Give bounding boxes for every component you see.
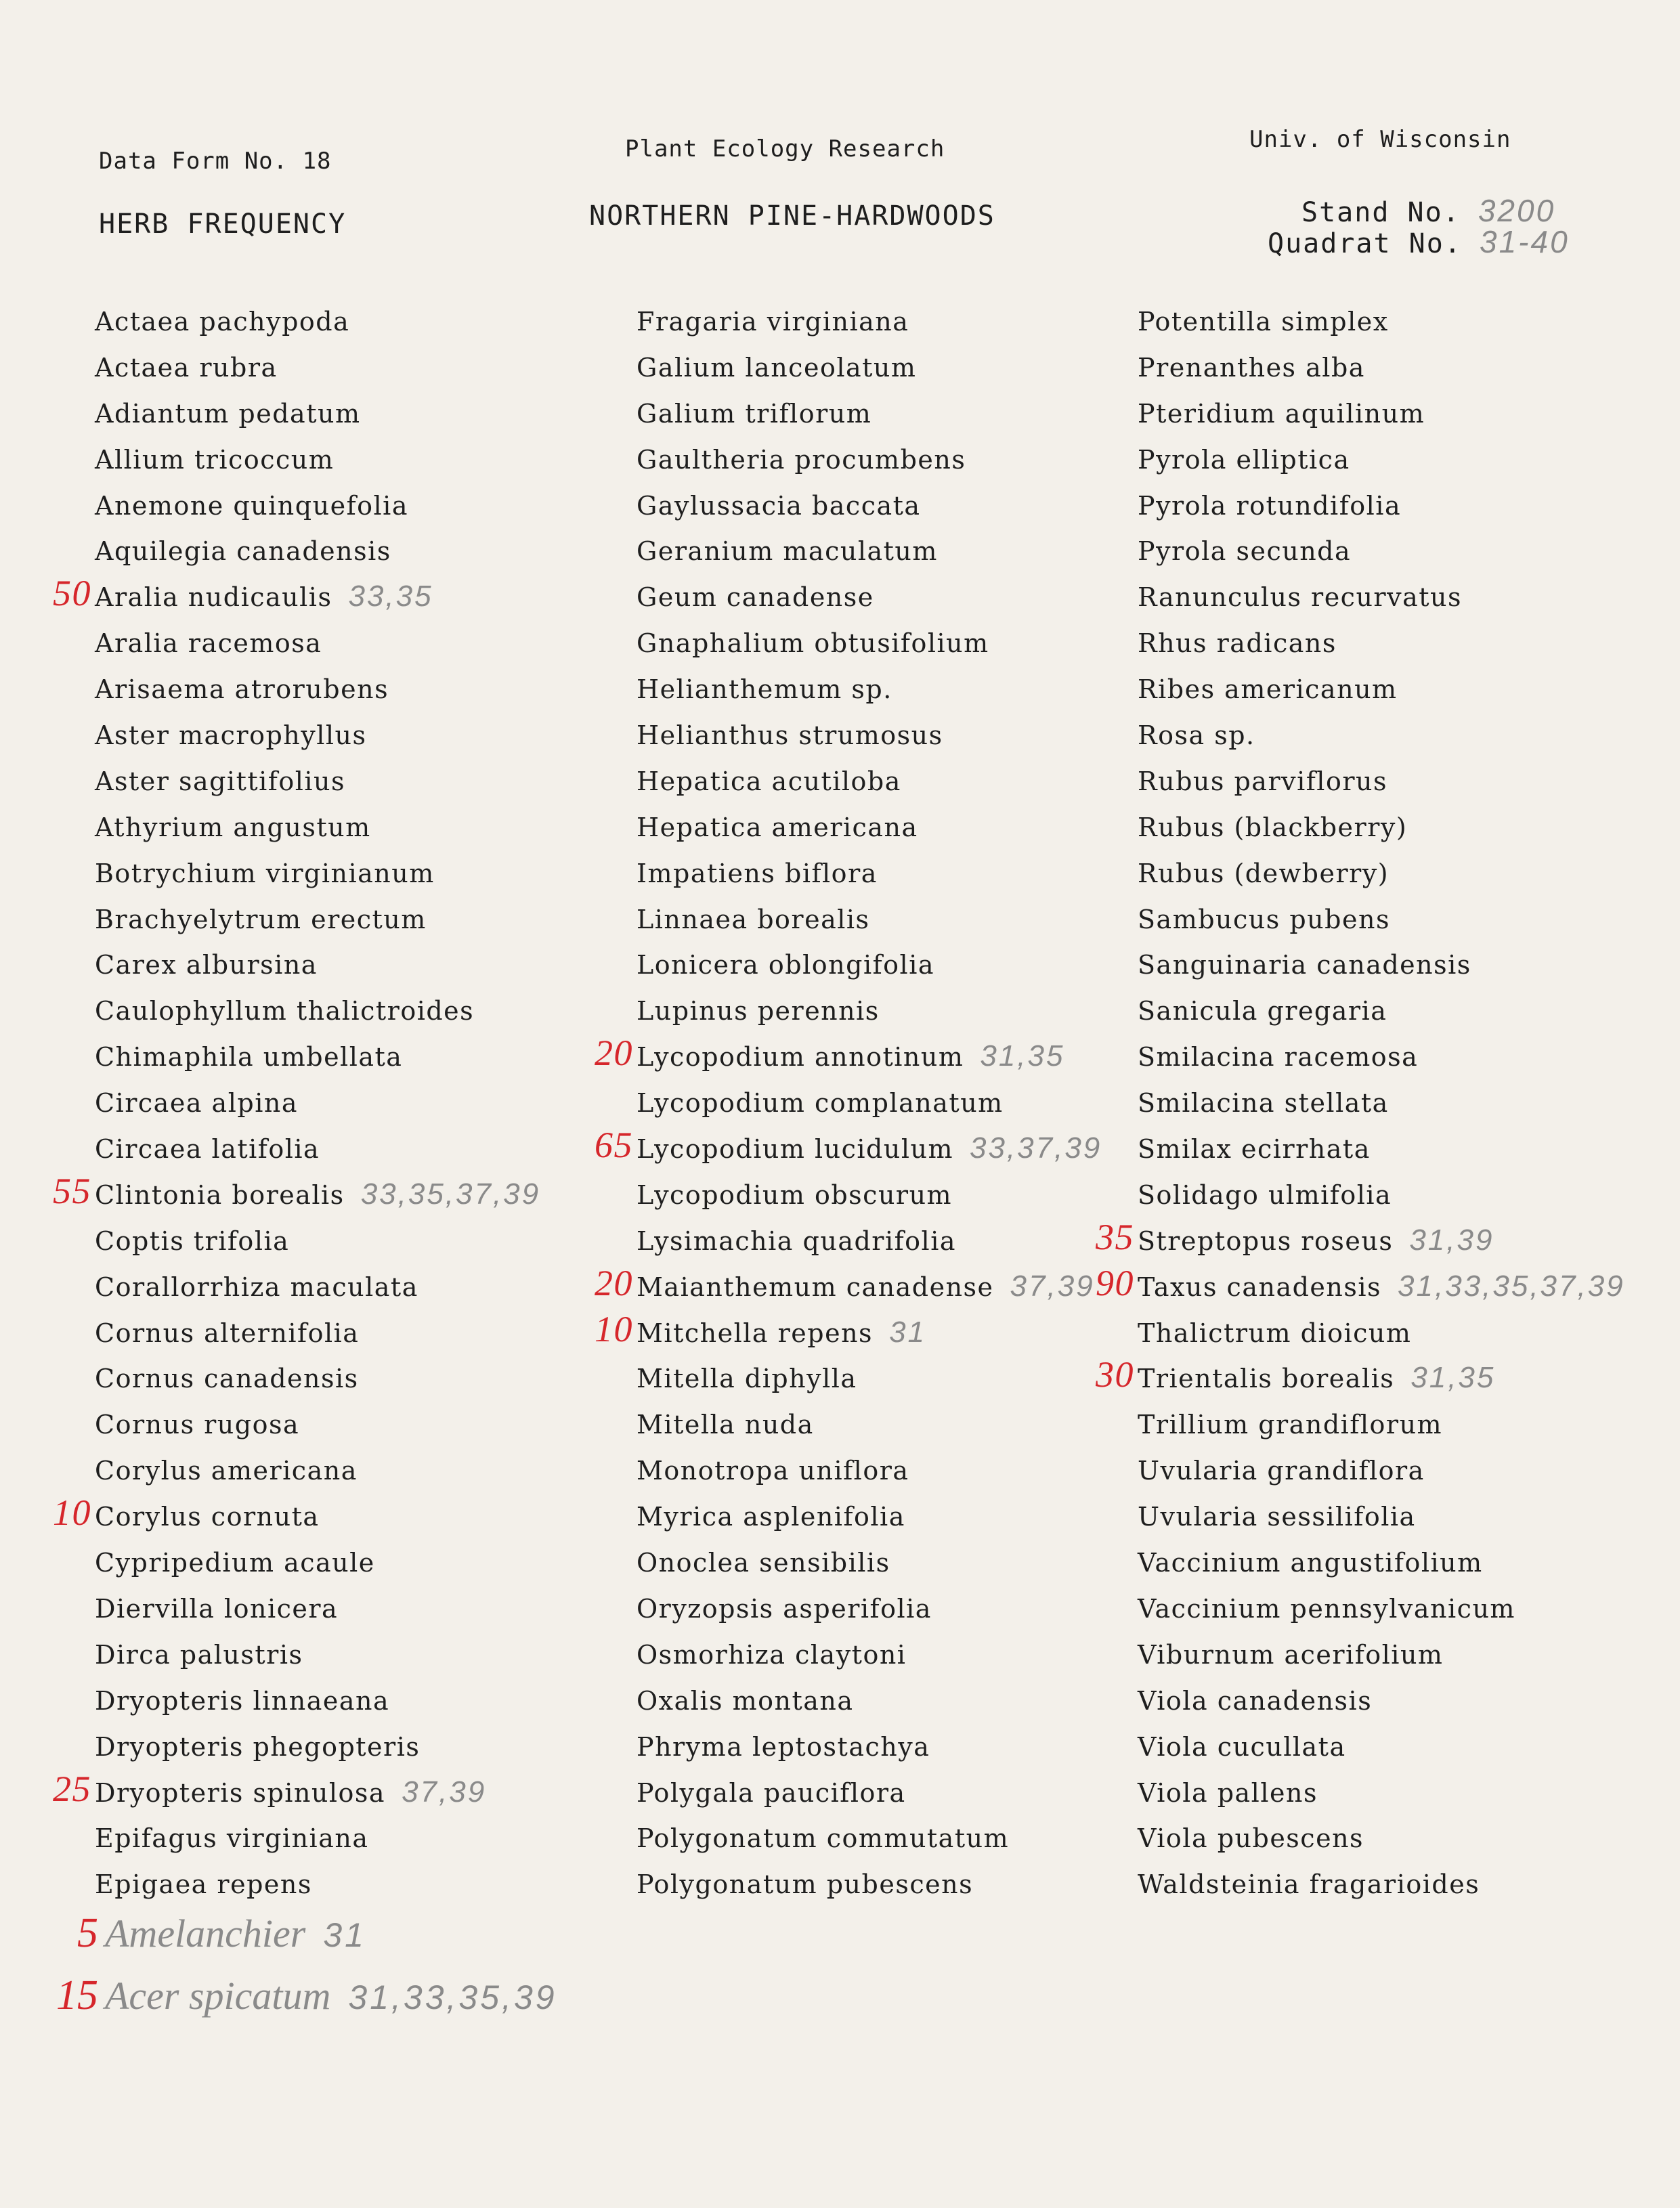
species-row	[637, 1677, 1151, 1723]
species-name: Geum canadense	[637, 582, 874, 613]
species-row	[637, 436, 1151, 482]
species-name: Anemone quinquefolia	[95, 490, 408, 521]
frequency-mark: 20	[595, 1033, 633, 1074]
species-name: Viola pubescens	[1138, 1823, 1364, 1854]
species-name: Galium triflorum	[637, 398, 872, 429]
species-name: Mitella diphylla	[637, 1364, 857, 1394]
species-row	[95, 482, 609, 528]
species-row	[95, 436, 609, 482]
species-name: Streptopus roseus	[1138, 1226, 1394, 1256]
species-name: Taxus canadensis	[1138, 1272, 1382, 1302]
species-row	[53, 1170, 609, 1217]
species-row	[1138, 1309, 1652, 1356]
species-name: Lycopodium obscurum	[637, 1179, 953, 1210]
species-name: Linnaea borealis	[637, 904, 870, 934]
species-row	[637, 573, 1151, 620]
species-row	[1138, 482, 1652, 528]
species-row	[95, 1033, 609, 1079]
species-row	[637, 712, 1151, 758]
species-name: Onoclea sensibilis	[637, 1548, 890, 1578]
species-row	[95, 298, 609, 344]
species-name: Actaea rubra	[95, 352, 278, 383]
species-row	[95, 804, 609, 850]
species-row	[95, 666, 609, 712]
species-row	[1138, 1861, 1652, 1907]
species-name: Aster macrophyllus	[95, 720, 367, 751]
species-row	[95, 390, 609, 436]
quadrat-number	[1268, 223, 1570, 260]
species-row	[1138, 1815, 1652, 1861]
species-row	[53, 573, 609, 620]
species-name: Sanguinaria canadensis	[1138, 950, 1471, 980]
species-name: Lupinus perennis	[637, 996, 880, 1026]
species-row	[637, 527, 1151, 573]
handwritten-frequency: 15	[56, 1972, 98, 2018]
institution: Univ. of Wisconsin	[1249, 126, 1511, 153]
species-row	[1138, 1171, 1652, 1217]
species-row	[637, 1815, 1151, 1861]
species-name: Corallorrhiza maculata	[95, 1272, 418, 1302]
species-row	[637, 1447, 1151, 1493]
species-row	[595, 1033, 1151, 1079]
quadrat-list: 31	[889, 1315, 927, 1349]
species-row	[595, 1125, 1151, 1171]
species-row	[637, 1769, 1151, 1815]
handwritten-entry	[27, 1972, 557, 2020]
species-name: Myrica asplenifolia	[637, 1502, 905, 1532]
frequency-mark: 25	[53, 1768, 91, 1809]
quadrat-label: Quadrat No.	[1268, 228, 1462, 259]
species-row	[95, 1263, 609, 1309]
species-row	[53, 1768, 609, 1815]
species-name: Hepatica americana	[637, 812, 918, 842]
species-name: Lycopodium lucidulum	[637, 1134, 953, 1165]
frequency-mark: 20	[595, 1262, 633, 1303]
species-name: Pyrola elliptica	[1138, 444, 1350, 475]
species-name: Osmorhiza claytoni	[637, 1639, 907, 1670]
species-name: Lonicera oblongifolia	[637, 950, 934, 980]
quadrat-list: 33,37,39	[969, 1131, 1102, 1165]
species-name: Geranium maculatum	[637, 536, 938, 567]
species-row	[95, 850, 609, 896]
species-name: Arisaema atrorubens	[95, 674, 389, 705]
species-row	[1138, 1723, 1652, 1769]
species-name: Adiantum pedatum	[95, 398, 361, 429]
species-name: Gaultheria procumbens	[637, 444, 966, 475]
species-row	[1138, 896, 1652, 942]
species-row	[637, 1585, 1151, 1631]
stand-label: Stand No.	[1301, 197, 1461, 228]
species-row	[95, 527, 609, 573]
frequency-mark: 55	[53, 1170, 91, 1211]
species-name: Smilax ecirrhata	[1138, 1134, 1371, 1165]
species-row	[637, 1861, 1151, 1907]
species-name: Phryma leptostachya	[637, 1731, 930, 1762]
species-name: Uvularia sessilifolia	[1138, 1502, 1416, 1532]
species-row	[1138, 1033, 1652, 1079]
species-row	[1138, 1677, 1652, 1723]
species-row	[1138, 1401, 1652, 1447]
species-row	[1138, 758, 1652, 804]
quadrat-list: 37,39	[1010, 1269, 1095, 1303]
species-row	[95, 1355, 609, 1401]
quadrat-list: 33,35	[348, 580, 433, 613]
species-name: Fragaria virginiana	[637, 307, 909, 337]
species-name: Viola pallens	[1138, 1777, 1318, 1808]
species-name: Dryopteris linnaeana	[95, 1685, 390, 1716]
species-row	[637, 298, 1151, 344]
quadrat-list: 37,39	[402, 1775, 487, 1809]
species-row	[1138, 1447, 1652, 1493]
form-title: Plant Ecology Research	[625, 135, 945, 163]
species-name: Impatiens biflora	[637, 858, 878, 888]
species-name: Aralia nudicaulis	[95, 582, 332, 613]
species-row	[95, 1079, 609, 1125]
species-row	[1138, 390, 1652, 436]
species-name: Monotropa uniflora	[637, 1456, 909, 1486]
species-name: Sambucus pubens	[1138, 904, 1390, 934]
species-row	[95, 1447, 609, 1493]
species-name: Lycopodium complanatum	[637, 1088, 1004, 1119]
species-name: Polygonatum pubescens	[637, 1869, 974, 1900]
species-name: Rubus (dewberry)	[1138, 858, 1390, 888]
community-type: NORTHERN PINE-HARDWOODS	[589, 200, 995, 232]
species-name: Pyrola secunda	[1138, 536, 1352, 567]
species-name: Dryopteris phegopteris	[95, 1731, 421, 1762]
species-row	[1138, 1079, 1652, 1125]
species-name: Athyrium angustum	[95, 812, 371, 842]
species-name: Coptis trifolia	[95, 1226, 290, 1256]
species-row	[1138, 527, 1652, 573]
species-row	[95, 344, 609, 390]
species-name: Epigaea repens	[95, 1869, 312, 1900]
species-name: Rhus radicans	[1138, 628, 1337, 659]
species-row	[95, 896, 609, 942]
species-row	[1138, 1585, 1652, 1631]
species-name: Oxalis montana	[637, 1685, 854, 1716]
species-name: Dryopteris spinulosa	[95, 1777, 386, 1808]
species-name: Smilacina stellata	[1138, 1088, 1389, 1119]
species-name: Aralia racemosa	[95, 628, 322, 659]
species-column-1	[53, 298, 609, 1907]
quadrat-value: 31-40	[1480, 224, 1570, 259]
species-name: Cornus rugosa	[95, 1410, 300, 1440]
handwritten-species: Amelanchier	[105, 1911, 306, 1955]
species-name: Prenanthes alba	[1138, 352, 1365, 383]
species-name: Vaccinium pennsylvanicum	[1138, 1593, 1515, 1624]
handwritten-entry	[27, 1909, 366, 1957]
species-name: Diervilla lonicera	[95, 1593, 339, 1624]
species-row	[637, 1723, 1151, 1769]
species-name: Carex albursina	[95, 950, 318, 980]
handwritten-frequency: 5	[77, 1910, 98, 1956]
species-name: Rubus parviflorus	[1138, 766, 1387, 796]
species-row	[637, 666, 1151, 712]
quadrat-list: 31,35	[1410, 1361, 1496, 1395]
species-row	[637, 1171, 1151, 1217]
frequency-mark: 90	[1096, 1262, 1134, 1303]
species-row	[95, 987, 609, 1033]
species-row	[95, 1631, 609, 1677]
species-name: Polygala pauciflora	[637, 1777, 906, 1808]
species-name: Vaccinium angustifolium	[1138, 1548, 1483, 1578]
species-row	[95, 1861, 609, 1907]
species-name: Oryzopsis asperifolia	[637, 1593, 932, 1624]
species-name: Maianthemum canadense	[637, 1272, 994, 1302]
species-name: Solidago ulmifolia	[1138, 1179, 1392, 1210]
species-row	[637, 390, 1151, 436]
species-column-2	[595, 298, 1151, 1907]
species-name: Pteridium aquilinum	[1138, 398, 1425, 429]
species-row	[637, 758, 1151, 804]
species-row	[95, 1539, 609, 1585]
species-name: Circaea latifolia	[95, 1134, 320, 1165]
species-row	[637, 1539, 1151, 1585]
species-row	[1138, 666, 1652, 712]
species-row	[1138, 1125, 1652, 1171]
species-row	[637, 941, 1151, 987]
species-row	[1096, 1216, 1652, 1263]
species-row	[1138, 987, 1652, 1033]
species-row	[95, 1677, 609, 1723]
species-row	[595, 1308, 1151, 1356]
species-name: Gaylussacia baccata	[637, 490, 921, 521]
quadrat-list: 31,33,35,37,39	[1398, 1269, 1625, 1303]
species-row	[637, 896, 1151, 942]
frequency-mark: 30	[1096, 1354, 1134, 1395]
species-name: Viola canadensis	[1138, 1685, 1373, 1716]
species-row	[1138, 712, 1652, 758]
handwritten-quadrats: 31,33,35,39	[348, 1978, 557, 2016]
species-row	[95, 758, 609, 804]
species-row	[637, 1631, 1151, 1677]
species-row	[95, 1401, 609, 1447]
species-name: Rosa sp.	[1138, 720, 1255, 751]
species-name: Potentilla simplex	[1138, 307, 1389, 337]
species-name: Botrychium virginianum	[95, 858, 435, 888]
species-row	[637, 1401, 1151, 1447]
quadrat-list: 31,35	[980, 1039, 1065, 1073]
species-name: Helianthemum sp.	[637, 674, 892, 705]
species-row	[95, 1309, 609, 1356]
species-row	[1138, 298, 1652, 344]
species-name: Waldsteinia fragarioides	[1138, 1869, 1480, 1900]
species-name: Thalictrum dioicum	[1138, 1318, 1412, 1348]
species-row	[1096, 1262, 1652, 1309]
species-row	[1138, 1769, 1652, 1815]
species-row	[637, 1493, 1151, 1539]
species-name: Chimaphila umbellata	[95, 1042, 403, 1073]
species-row	[1138, 1631, 1652, 1677]
handwritten-species: Acer spicatum	[105, 1974, 331, 2018]
frequency-mark: 10	[53, 1492, 91, 1534]
species-name: Ribes americanum	[1138, 674, 1398, 705]
species-name: Clintonia borealis	[95, 1179, 345, 1210]
species-name: Trientalis borealis	[1138, 1364, 1395, 1394]
species-name: Cypripedium acaule	[95, 1548, 375, 1578]
species-name: Actaea pachypoda	[95, 307, 350, 337]
species-name: Cornus alternifolia	[95, 1318, 360, 1348]
frequency-mark: 50	[53, 573, 91, 614]
species-name: Dirca palustris	[95, 1639, 303, 1670]
species-row	[1138, 1539, 1652, 1585]
species-name: Hepatica acutiloba	[637, 766, 901, 796]
species-name: Caulophyllum thalictroides	[95, 996, 475, 1026]
species-name: Mitella nuda	[637, 1410, 814, 1440]
species-row	[95, 1723, 609, 1769]
species-name: Cornus canadensis	[95, 1364, 359, 1394]
quadrat-list: 33,35,37,39	[360, 1177, 541, 1211]
species-name: Sanicula gregaria	[1138, 996, 1387, 1026]
form-type: HERB FREQUENCY	[99, 209, 347, 240]
species-name: Lysimachia quadrifolia	[637, 1226, 957, 1256]
species-row	[95, 1125, 609, 1171]
species-row	[53, 1492, 609, 1539]
frequency-mark: 10	[595, 1308, 633, 1349]
handwritten-quadrats: 31	[323, 1916, 366, 1954]
species-name: Pyrola rotundifolia	[1138, 490, 1402, 521]
species-row	[637, 1079, 1151, 1125]
species-row	[1138, 620, 1652, 666]
species-name: Polygonatum commutatum	[637, 1823, 1010, 1854]
species-row	[95, 712, 609, 758]
form-number: Data Form No. 18	[99, 148, 332, 175]
species-row	[1138, 573, 1652, 620]
species-row	[95, 620, 609, 666]
species-row	[1138, 344, 1652, 390]
species-name: Helianthus strumosus	[637, 720, 943, 751]
species-name: Viola cucullata	[1138, 1731, 1346, 1762]
species-name: Allium tricoccum	[95, 444, 335, 475]
species-row	[1138, 850, 1652, 896]
species-name: Brachyelytrum erectum	[95, 904, 427, 934]
species-row	[1096, 1354, 1652, 1401]
species-name: Smilacina racemosa	[1138, 1042, 1419, 1073]
species-row	[1138, 436, 1652, 482]
species-row	[637, 804, 1151, 850]
species-column-3	[1096, 298, 1652, 1907]
species-row	[95, 941, 609, 987]
species-name: Ranunculus recurvatus	[1138, 582, 1462, 613]
frequency-mark: 65	[595, 1125, 633, 1166]
species-row	[95, 1815, 609, 1861]
species-row	[637, 987, 1151, 1033]
species-name: Corylus cornuta	[95, 1502, 320, 1532]
species-row	[95, 1217, 609, 1263]
species-name: Aquilegia canadensis	[95, 536, 391, 567]
species-name: Circaea alpina	[95, 1088, 298, 1119]
species-name: Mitchella repens	[637, 1318, 874, 1348]
species-row	[637, 620, 1151, 666]
stand-value: 3200	[1478, 193, 1556, 228]
species-name: Lycopodium annotinum	[637, 1042, 964, 1073]
species-name: Uvularia grandiflora	[1138, 1456, 1425, 1486]
species-row	[637, 344, 1151, 390]
frequency-mark: 35	[1096, 1216, 1134, 1257]
species-row	[1138, 1493, 1652, 1539]
species-row	[1138, 941, 1652, 987]
quadrat-list: 31,39	[1409, 1223, 1494, 1257]
species-row	[1138, 804, 1652, 850]
species-name: Aster sagittifolius	[95, 766, 345, 796]
species-name: Gnaphalium obtusifolium	[637, 628, 989, 659]
species-name: Epifagus virginiana	[95, 1823, 369, 1854]
species-row	[637, 482, 1151, 528]
species-row	[95, 1585, 609, 1631]
species-name: Trillium grandiflorum	[1138, 1410, 1443, 1440]
species-name: Galium lanceolatum	[637, 352, 917, 383]
species-name: Rubus (blackberry)	[1138, 812, 1408, 842]
species-row	[637, 850, 1151, 896]
species-name: Viburnum acerifolium	[1138, 1639, 1444, 1670]
species-name: Corylus americana	[95, 1456, 358, 1486]
